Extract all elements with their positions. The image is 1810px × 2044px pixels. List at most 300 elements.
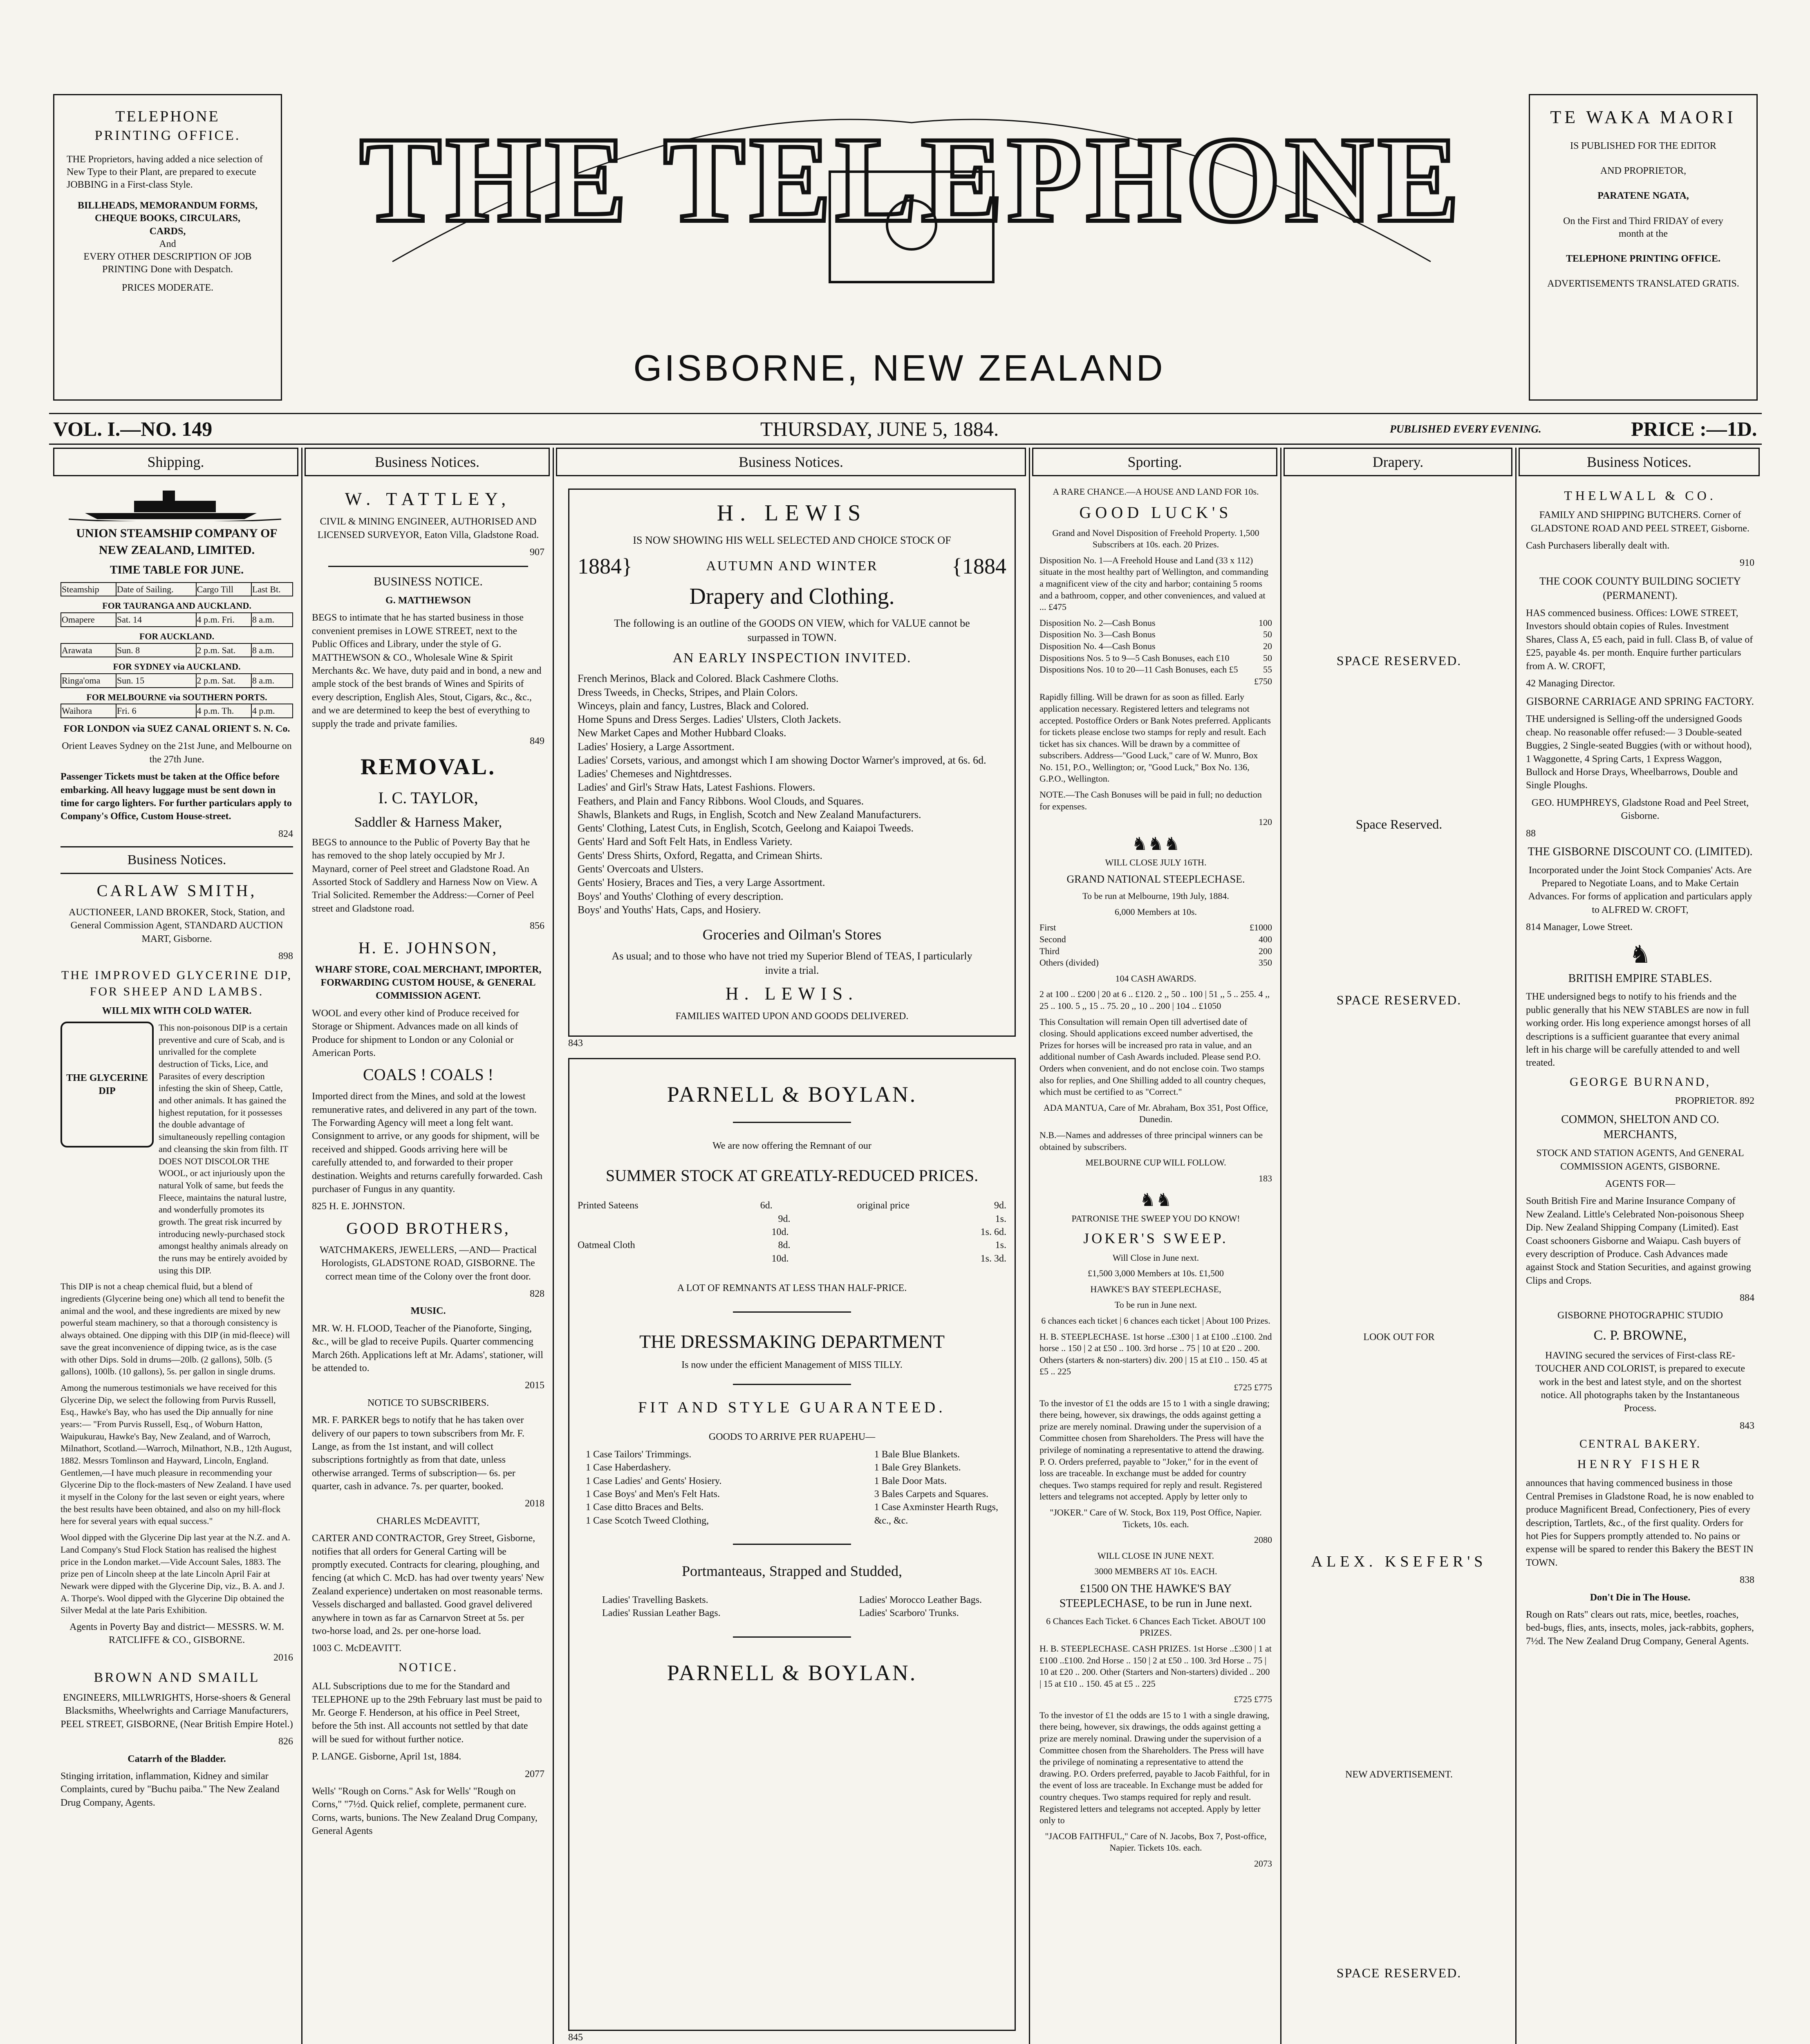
divider (733, 1636, 851, 1638)
joker-address: "JOKER." Care of W. Stock, Box 119, Post Office, Napier. Tickets, 10s. each. (1050, 1507, 1262, 1529)
flood-text: MR. W. H. FLOOD, Teacher of the Pianoforte, Singing, &c., will be glad to receive Pupils. Quarter commencing March 26th. Applications left at Mr. Adams', stationer, will be attended to. (312, 1323, 543, 1374)
goods-list (578, 672, 1006, 917)
list-item: Ladies' Travelling Baskets. (602, 1594, 708, 1605)
business-notices-right-column (1519, 480, 1762, 2044)
list-item: 1 Case Boys' and Men's Felt Hats. (586, 1488, 720, 1499)
price-cell: original price (857, 1200, 910, 1211)
johnson-sign: 825 H. E. JOHNSTON. (312, 1201, 405, 1212)
carriage-text: THE undersigned is Selling-off the undersigned Goods cheap. No reasonable offer refused:— 3 Double-seated Buggies, 2 Single-seated Buggies (with or without hood), 1 Waggonette, 4 Spring Carts, 1 Express Waggon, Bullock and Horse Drays, Wheelbarrows, Double and Single Ploughs. (1526, 714, 1752, 791)
groceries-title: Groceries and Oilman's Stores (702, 926, 882, 943)
list-item (1039, 664, 1272, 676)
price-row (578, 1239, 1006, 1252)
price-cell: 8d. (778, 1240, 791, 1251)
steamship-icon (60, 489, 293, 521)
list-item (1039, 652, 1272, 664)
coals-text: Imported direct from the Mines, and sold at the lowest remunerative rates, and delivered in any part of the town. The Forwarding Agency will meet a long felt want. Consignment to arrive, or any goods for shipment, will be received and shipped. Goods arriving here will be carefully attended to, and forwarded to their proper destination. Weights and returns carefully forwarded. Cash purchaser of Fungus in any quantity. (312, 1091, 543, 1195)
burnand-name: GEORGE BURNAND, (1570, 1075, 1711, 1089)
list-item (1039, 617, 1272, 629)
shipping-column (53, 480, 300, 2044)
taylor-name: I. C. TAYLOR, (378, 788, 478, 807)
notice-head: NOTICE. (398, 1660, 458, 1674)
glycerine-dip-tin-icon (60, 1022, 154, 1148)
ad-number: 910 (1740, 558, 1754, 569)
glycerine-dip-results: Wool dipped with the Glycerine Dip last year at the N.Z. and A. Land Company's Stud Flock Station has realised the highest price in the London market.—Vide Account Sales, 1883. The prize pen of Lincoln sheep at the late Lincoln April Fair at Newark were dipped with the Glycerine Dip, viz., B. A. and J. A. Thorpe's. Wool dipped with the Glycerine Dip obtained the Silver Medal at the late Paris Exhibition. (60, 1532, 291, 1616)
ad-number: 898 (278, 951, 293, 962)
notice-text: ALL Subscriptions due to me for the Standard and TELEPHONE up to the 29th February last must be paid to Mr. George F. Henderson, at his office in Peel Street, before the 5th inst. All accounts not settled by that date will be sued for without further notice. (312, 1681, 542, 1745)
racehorse-icon: ♞♞ (1140, 1190, 1172, 1210)
sporting-column (1032, 480, 1279, 2044)
arrive-title: GOODS TO ARRIVE PER RUAPEHU— (708, 1432, 876, 1443)
table-cell: Arawata (61, 643, 116, 657)
glycerine-dip-body: This non-poisonous DIP is a certain preventive and cure of Scab, and is unrivalled for the complete destruction of Ticks, Lice, and Parasites of every description infesting the skin of Sheep, Cattle, and other animals. It has gained the highest reputation, for it possesses the double advantage of simultaneously repelling contagion and cleansing the skin from filth. IT DOES NOT DISCOLOR THE WOOL, or act injuriously upon the natural Yolk of same, but feeds the Fleece, maintains the natural lustre, and wonderfully promotes its growth. The great risk incurred by introducing newly-purchased stock amongst healthy animals already on the runs may be entirely avoided by using this DIP. (159, 1022, 288, 1275)
box-line: TELEPHONE PRINTING OFFICE. (1566, 253, 1721, 264)
season-title: AUTUMN AND WINTER (706, 558, 878, 574)
price-row (578, 1199, 1006, 1212)
year-right: {1884 (952, 554, 1006, 578)
central-bakery-title: CENTRAL BAKERY. (1579, 1438, 1701, 1451)
disposition-one: Disposition No. 1—A Freehold House and Land (33 x 112) situate in the most healthy part of Wellington, and commanding a magnificent view of the city and harbor; containing 5 rooms and a bathroom, copper, and other conveniences, and valued at ... £475 (1039, 555, 1268, 612)
carlaw-smith-text: AUCTIONEER, LAND BROKER, Stock, Station, and General Commission Agent, STANDARD AUCTION MART, Gisborne. (69, 907, 285, 944)
discount-title: THE GISBORNE DISCOUNT CO. (LIMITED). (1528, 845, 1753, 858)
mcdeavitt-sign: 1003 C. McDEAVITT. (312, 1643, 402, 1654)
ad-number: 907 (530, 547, 544, 558)
grand-national-run: To be run at Melbourne, 19th July, 1884. (1082, 891, 1229, 901)
column-header-shipping: Shipping. (53, 448, 298, 476)
subscribers-text: MR. F. PARKER begs to notify that he has taken over delivery of our papers to town subscribers from Mr. F. Lange, as from the 1st instant, and will collect subscriptions fortnightly as from that date, unless otherwise arranged. Terms of subscription— 6s. per quarter, cash in advance. 7s. per quarter, booked. (312, 1415, 524, 1492)
thelwall-name: THELWALL & CO. (1564, 488, 1716, 503)
column-header-business-center: Business Notices. (556, 448, 1026, 476)
look-out-for: LOOK OUT FOR (1363, 1332, 1435, 1342)
table-cell: Waihora (61, 704, 116, 718)
awards-head: 104 CASH AWARDS. (1115, 973, 1196, 984)
price-cell: Oatmeal Cloth (578, 1240, 635, 1251)
summer-stock-title: SUMMER STOCK AT GREATLY-REDUCED PRICES. (605, 1166, 979, 1185)
price-cell (578, 1252, 676, 1265)
ad-number: 826 (278, 1736, 293, 1747)
portmanteaus-title: Portmanteaus, Strapped and Studded, (682, 1563, 902, 1580)
list-item (1039, 946, 1272, 957)
ad-number: 2018 (525, 1498, 544, 1509)
table-cell: Omapere (61, 613, 116, 627)
route-heading: FOR AUCKLAND. (139, 631, 215, 641)
column-header-sporting: Sporting. (1032, 448, 1277, 476)
chances: 6 chances each ticket | 6 chances each ticket | About 100 Prizes. (1041, 1316, 1270, 1326)
nb-text: N.B.—Names and addresses of three principal winners can be obtained by subscribers. (1039, 1130, 1263, 1152)
drapery-column (1284, 480, 1514, 2044)
list-item: Boys' and Youths' Clothing of every description. (578, 890, 784, 902)
place-value: 400 (1259, 934, 1272, 945)
close-june-2: WILL CLOSE IN JUNE NEXT. (1097, 1550, 1214, 1561)
place-label: Third (1039, 946, 1060, 956)
members-2: 3000 MEMBERS AT 10s. EACH. (1094, 1566, 1217, 1577)
glycerine-dip-body: This DIP is not a cheap chemical fluid, but a blend of ingredients (Glycerine being one) which all tend to benefit the animal and the wool, and these ingredients are mixed by new powerful steam machinery, so that a thorough consistency is always obtained. One dipping with this DIP (in mid-fleece) will save the great inconvenience of dipping twice, as is the case with other Dips. Sold in drums—20lb. (2 gallons), 50lb. (5 gallons), 100lb. (10 gallons), 5s. per gallon in single drums. (60, 1281, 290, 1377)
list-item: 1 Case Tailors' Trimmings. (586, 1449, 692, 1460)
list-item (1039, 641, 1272, 652)
price-row (578, 1226, 1006, 1239)
list-item: Gents' Overcoats and Ulsters. (578, 863, 703, 875)
box-line: And (159, 238, 176, 249)
box-title: TE WAKA MAORI (1550, 107, 1736, 127)
list-item: Gents' Clothing, Latest Cuts, in English, Scotch, Geelong and Kaiapoi Tweeds. (578, 822, 914, 834)
tin-label: THE GLYCERINE DIP (66, 1072, 148, 1096)
box-line: CARDS, (149, 226, 186, 237)
coals-title: COALS ! COALS ! (363, 1065, 493, 1084)
list-item: Gents' Hosiery, Braces and Ties, a very Large Assortment. (578, 876, 825, 889)
dateline-bottom-rule (49, 444, 1762, 445)
price: PRICE :—1D. (1631, 417, 1757, 440)
fisher-name: HENRY FISHER (1577, 1457, 1703, 1471)
agents-head: AGENTS FOR— (1605, 1179, 1676, 1190)
divider (733, 1122, 851, 1123)
hawkes-bay-title-2: £1500 ON THE HAWKE'S BAY STEEPLECHASE, to be run in June next. (1059, 1582, 1252, 1610)
union-company-name: UNION STEAMSHIP COMPANY OF NEW ZEALAND, LIMITED. (76, 527, 278, 557)
table-cell: 2 p.m. Sat. (196, 643, 251, 657)
steeple-table: H. B. STEEPLECHASE. 1st horse ..£300 | 1 at £100 ..£100. 2nd horse .. 150 | 2 at £50 .. 100. 3rd horse .. 75 | 10 at £20 .. 200. Others (starters & non-starters) div. 200 | 15 at £10 .. 150. 45 at £5 .. 225 (1039, 1331, 1272, 1377)
telephone-printing-office-box (53, 94, 282, 401)
table-header-cell: Date of Sailing. (116, 583, 196, 596)
dateline-top-rule (49, 413, 1762, 414)
price-row (578, 1252, 1006, 1265)
box-subtitle: PRINTING OFFICE. (94, 128, 241, 143)
matthewson-head: G. MATTHEWSON (385, 595, 471, 606)
table-cell: 4 p.m. (251, 704, 293, 718)
hawkes-bay-run: To be run in June next. (1114, 1300, 1197, 1310)
parnell-boylan-title: PARNELL & BOYLAN. (667, 1082, 917, 1107)
price-list (578, 1199, 1006, 1265)
steeple-total-2: £725 £775 (1234, 1694, 1272, 1705)
list-item: Home Spuns and Dress Serges. Ladies' Ulsters, Cloth Jackets. (578, 713, 841, 726)
box-line: IS PUBLISHED FOR THE EDITOR (1570, 141, 1716, 151)
price-cell (578, 1226, 676, 1239)
price-cell: 9d. (994, 1200, 1006, 1211)
ad-number: 884 (1740, 1293, 1754, 1304)
ad-number: 828 (530, 1289, 544, 1299)
place-value: £1000 (1250, 922, 1272, 933)
ad-number: 2073 (1254, 1858, 1272, 1869)
carlaw-smith-name: CARLAW SMITH, (96, 881, 257, 900)
good-luck-title: GOOD LUCK'S (1079, 503, 1232, 522)
discount-sign: 814 Manager, Lowe Street. (1526, 922, 1633, 933)
price-cell: 1s. 3d. (980, 1253, 1006, 1264)
photo-studio-title: GISBORNE PHOTOGRAPHIC STUDIO (1557, 1310, 1723, 1321)
list-item: Feathers, and Plain and Fancy Ribbons. Wool Clouds, and Squares. (578, 795, 864, 807)
list-item: Ladies' and Girl's Straw Hats, Latest Fashions. Flowers. (578, 781, 815, 793)
issue-date: THURSDAY, JUNE 5, 1884. (760, 417, 999, 440)
brown-smaill-text: ENGINEERS, MILLWRIGHTS, Horse-shoers & General Blacksmiths, Wheelwrights and Carriage Manufacturers, PEEL STREET, GISBORNE, (Near British Empire Hotel.) (60, 1692, 293, 1730)
lewis-sign: H. LEWIS. (725, 983, 859, 1004)
list-item: Ladies' Morocco Leather Bags. (859, 1594, 982, 1605)
table-row (61, 643, 293, 657)
steeple-table-2: H. B. STEEPLECHASE. CASH PRIZES. 1st Horse ..£300 | 1 at £100 ..£100. 2nd Horse .. 150 | 2 at £50 .. 100. 3rd Horse .. 75 | 10 at £20 .. 200. Other (Starters and Non-starters) divided .. 200 | 15 at £10 .. 150. 45 at £5 .. 225 (1039, 1643, 1272, 1689)
chances-2: 6 Chances Each Ticket. 6 Chances Each Ticket. ABOUT 100 PRIZES. (1046, 1616, 1266, 1638)
space-reserved-2: Space Reserved. (1355, 817, 1443, 831)
price-cell (578, 1213, 676, 1226)
browne-text: HAVING secured the services of First-class RE-TOUCHER AND COLORIST, is prepared to execute work in the best and latest style, and on the shortest notice. All photographs taken by the Instantaneous Process. (1535, 1350, 1745, 1414)
table-cell: Sun. 15 (116, 674, 196, 688)
dressmaking-management: Is now under the efficient Management of MISS TILLY. (681, 1359, 903, 1370)
route-heading: FOR SYDNEY via AUCKLAND. (113, 661, 241, 672)
list-item: 1 Case Haberdashery. (586, 1462, 671, 1473)
year-left: 1884} (578, 554, 632, 578)
box-line: BILLHEADS, MEMORANDUM FORMS, (77, 200, 258, 211)
patronise: PATRONISE THE SWEEP YOU DO KNOW! (1071, 1213, 1240, 1224)
good-luck-text: Grand and Novel Disposition of Freehold Property. 1,500 Subscribers at 10s. each. 20 Prizes. (1052, 527, 1259, 550)
box-line: CHEQUE BOOKS, CIRCULARS, (94, 213, 241, 224)
column-header-drapery: Drapery. (1284, 448, 1512, 476)
racehorse-icon: ♞♞♞ (1131, 834, 1180, 854)
cook-county-text: HAS commenced business. Offices: LOWE STREET, Investors should obtain copies of Rules. Investment Shares, Class A, £5 each, paid in full. Class B, of value of £25, payable 4s. per month. Enquire further particulars from A. W. CROFT, (1526, 607, 1753, 672)
glycerine-dip-subtitle: WILL MIX WITH COLD WATER. (102, 1005, 252, 1016)
list-item: 3 Bales Carpets and Squares. (874, 1488, 988, 1499)
disp-label: Disposition No. 3—Cash Bonus (1039, 629, 1156, 640)
ad-number: 845 (568, 2032, 583, 2043)
list-item (1039, 934, 1272, 946)
disp-value: 100 (1259, 617, 1272, 628)
hawkes-bay-title: HAWKE'S BAY STEEPLECHASE, (1090, 1284, 1221, 1294)
cook-county-title: THE COOK COUNTY BUILDING SOCIETY (PERMANENT). (1539, 575, 1741, 601)
column-divider (1280, 448, 1281, 2044)
table-cell: 4 p.m. Th. (196, 704, 251, 718)
table-cell: Ringa'oma (61, 674, 116, 688)
rare-chance: A RARE CHANCE.—A HOUSE AND LAND FOR 10s. (1053, 486, 1259, 497)
price-cell: 1s. (995, 1213, 1006, 1224)
ad-number: 183 (1259, 1173, 1272, 1183)
price-cell: Printed Sateens (578, 1200, 638, 1211)
glycerine-dip-testimonial: Among the numerous testimonials we have received for this Glycerine Dip, we select the following from Purvis Russell, Esq., Hawke's Bay, who has used the Dip annually for nine years:— "From Purvis Russell, Esq., of Woburn Hatton, Waipukurau, Hawke's Bay, New Zealand, and of Warroch, Milnathort, Scotland.—Warroch, Milnathort, N.B., 12th August, 1882. Messrs Tomlinson and Hayward, Lincoln, England. Gentlemen,—I have much pleasure in recommending your Glycerine Dip to the flock-masters of New Zealand. I have used it myself in the Colony for the last seven or eight years, where the best results have been obtained, and also on my hill-flock here for several years with equal success." (60, 1382, 292, 1526)
ad-number: 120 (1259, 817, 1272, 827)
table-cell: Sun. 8 (116, 643, 196, 657)
tattley-name: W. TATTLEY, (345, 489, 512, 509)
divider (733, 1311, 851, 1313)
burnand-sign: PROPRIETOR. 892 (1675, 1096, 1754, 1107)
common-shelton-text: STOCK AND STATION AGENTS, And GENERAL COMMISSION AGENTS, GISBORNE. (1536, 1148, 1744, 1172)
fisher-text: announces that having commenced business in those Central Premises in Gladstone Road, he is now enabled to produce Magnificent Bread, Confectionery, Pies of every description, Tartlets, &c., of the first quality. Orders for hot Pies for Suppers promptly attended to. No pains or expense will be spared to render this Bakery the BEST IN TOWN. (1526, 1478, 1754, 1568)
list-item: 1 Case ditto Braces and Belts. (586, 1502, 703, 1513)
ad-number: 843 (568, 1038, 583, 1049)
thelwall-cash: Cash Purchasers liberally dealt with. (1526, 540, 1670, 551)
ad-number: 2080 (1254, 1535, 1272, 1545)
box-line: ADVERTISEMENTS TRANSLATED GRATIS. (1547, 278, 1739, 289)
route-heading: FOR MELBOURNE via SOUTHERN PORTS. (86, 692, 267, 702)
glycerine-dip-title: THE IMPROVED GLYCERINE DIP, FOR SHEEP AND LAMBS. (61, 968, 292, 999)
ad-number: 824 (278, 828, 293, 839)
price-cell: 1s. (995, 1240, 1006, 1251)
jockey-horse-icon: ♞ (1629, 941, 1651, 968)
investor-text-2: To the investor of £1 the odds are 15 to 1 with a single drawing, there being, however, six drawings, the odds against getting a prize are merely nominal. Drawing under the supervision of a Committee chosen from the Shareholders. The Press will have the privilege of nominating a representative to attend the drawing. P.O. Orders preferred, payable to Jacob Faithful, for in the event of loss are traceable. In Exchange must be added for country cheques. Two stamps required for reply and result. Registered letters and telegrams not accepted. Apply by letter only to (1039, 1710, 1270, 1826)
groceries-text: As usual; and to those who have not tried my Superior Blend of TEAS, I particularly invite a trial. (612, 950, 972, 976)
matthewson-text: BEGS to intimate that he has started business in those convenient premises in LOWE STREET, next to the Public Offices and Library, under the style of G. MATTHEWSON & CO., Wholesale Wine & Spirit Merchants &c. We have, duty paid and in bond, a new and ample stock of the best brands of Wines and Spirits of every description, English Ales, Stout, Cigars, &c., &c., and we are determined to keep the best of everything to supply the trade and private families. (312, 612, 542, 729)
list-item: French Merinos, Black and Colored. Black Cashmere Cloths. (578, 672, 839, 685)
te-waka-maori-box (1529, 94, 1758, 401)
lewis-outline: The following is an outline of the GOODS ON VIEW, which for VALUE cannot be surpassed in TOWN. (614, 617, 970, 644)
masthead (311, 49, 1512, 311)
close-july: WILL CLOSE JULY 16TH. (1105, 857, 1207, 867)
list-item: Ladies' Scarboro' Trunks. (859, 1608, 959, 1619)
place-label: Second (1039, 934, 1066, 945)
parnell-boylan-title-2: PARNELL & BOYLAN. (667, 1660, 917, 1685)
list-item: Ladies' Hosiery, a Large Assortment. (578, 740, 735, 753)
list-item: Ladies' Russian Leather Bags. (602, 1608, 721, 1619)
members: 6,000 Members at 10s. (1114, 906, 1197, 917)
johnson-name: H. E. JOHNSON, (358, 938, 498, 957)
brown-smaill-name: BROWN AND SMAILL (94, 1670, 260, 1685)
dressmaking-title: THE DRESSMAKING DEPARTMENT (639, 1331, 945, 1352)
list-item (1039, 957, 1272, 969)
ad-number: 2016 (273, 1652, 293, 1663)
remnants-note: A LOT OF REMNANTS AT LESS THAN HALF-PRICE. (677, 1283, 907, 1294)
list-item: 1 Bale Grey Blankets. (874, 1462, 961, 1473)
ad-number: 2077 (525, 1768, 544, 1780)
new-advertisement: NEW ADVERTISEMENT. (1345, 1769, 1453, 1780)
catarrh-title: Catarrh of the Bladder. (128, 1753, 226, 1764)
column-header-business: Business Notices. (305, 448, 550, 476)
discount-text: Incorporated under the Joint Stock Companies' Acts. Are Prepared to Negotiate Loans, and to Make Certain Advances. For forms of application and particulars apply to ALFRED W. CROFT, (1528, 865, 1752, 915)
list-item: 1 Case Scotch Tweed Clothing, (586, 1515, 709, 1526)
price-cell: 6d. (760, 1200, 773, 1211)
table-cell: 8 a.m. (251, 643, 293, 657)
ad-number: 849 (530, 735, 544, 746)
taylor-text: BEGS to announce to the Public of Poverty Bay that he has removed to the shop lately occupied by Mr J. Maynard, corner of Peel street and Gladstone Road. An Assorted Stock of Saddlery and Harness Now on View. A Trial Solicited. Remember the Address:—Corner of Peel street and Gladstone road. (312, 837, 538, 914)
music-title: MUSIC. (410, 1306, 446, 1317)
thelwall-text: FAMILY AND SHIPPING BUTCHERS. Corner of GLADSTONE ROAD AND PEEL STREET, Gisborne. (1531, 510, 1750, 534)
box-title: TELEPHONE (115, 108, 220, 125)
lewis-intro: IS NOW SHOWING HIS WELL SELECTED AND CHOICE STOCK OF (633, 534, 951, 546)
box-line: month at the (1619, 228, 1668, 239)
carriage-title: GISBORNE CARRIAGE AND SPRING FACTORY. (1526, 695, 1754, 708)
table-cell: Sat. 14 (116, 613, 196, 627)
column-divider (1515, 448, 1517, 2044)
list-item: Boys' and Youths' Hats, Caps, and Hosiery. (578, 903, 761, 916)
place-label: First (1039, 922, 1056, 933)
close-june: Will Close in June next. (1112, 1252, 1199, 1263)
subscribers-head: NOTICE TO SUBSCRIBERS. (367, 1397, 489, 1408)
ad-number: 2015 (525, 1380, 544, 1391)
table-cell: 2 p.m. Sat. (196, 674, 251, 688)
table-row (61, 704, 293, 718)
table-cell: 4 p.m. Fri. (196, 613, 251, 627)
place-value: 200 (1259, 946, 1272, 956)
ad-number: 856 (530, 921, 544, 932)
disp-value: 50 (1263, 652, 1272, 663)
dont-die-text: Rough on Rats" clears out rats, mice, beetles, roaches, bed-bugs, flies, ants, insects, moles, jack-rabbits, gophers, 7½d. The New Zealand Drug Company, General Agents. (1526, 1609, 1754, 1647)
box-line: AND PROPRIETOR, (1600, 166, 1687, 177)
box-line: On the First and Third FRIDAY of every (1563, 215, 1723, 226)
column-divider (301, 448, 302, 2044)
box-line: PRICES MODERATE. (121, 282, 214, 294)
sailing-table (60, 582, 293, 718)
list-item: &c., &c. (874, 1515, 908, 1526)
space-reserved-1: SPACE RESERVED. (1336, 653, 1462, 668)
british-empire-text: THE undersigned begs to notify to his friends and the public generally that his NEW STABLES are now in full working order. His long experience amongst horses of all descriptions is a sufficient guarantee that every animal left in his charge will be carefully attended to and well treated. (1526, 991, 1751, 1069)
taylor-sub: Saddler & Harness Maker, (354, 814, 502, 830)
jokers-sweep: JOKER'S SWEEP. (1083, 1230, 1228, 1246)
business-notice-title: BUSINESS NOTICE. (374, 574, 483, 588)
price-row (578, 1213, 1006, 1226)
price-cell: 10d. (771, 1253, 789, 1264)
divider (328, 566, 528, 567)
joker-members: £1,500 3,000 Members at 10s. £1,500 (1087, 1268, 1224, 1279)
johnson-text: WOOL and every other kind of Produce received for Storage or Shipment. Advances made on all kinds of Produce for shipment to London or any Colonial or American Ports. (312, 1008, 519, 1058)
published-note: PUBLISHED EVERY EVENING. (1390, 423, 1541, 435)
place-value: 350 (1259, 957, 1272, 968)
orient-sailing: Orient Leaves Sydney on the 21st June, and Melbourne on the 27th June. (62, 741, 292, 765)
volume-number: VOL. I.—NO. 149 (53, 417, 213, 440)
business-notices-subhead: Business Notices. (60, 846, 293, 874)
mcdeavitt-head: CHARLES McDEAVITT, (376, 1515, 480, 1526)
divider (733, 1544, 851, 1545)
passenger-notes: Passenger Tickets must be taken at the Office before embarking. All heavy luggage must be sent down in time for cargo lighters. For further particulars apply to Company's Office, Custom House-street. (60, 771, 292, 822)
disp-label: Dispositions Nos. 5 to 9—5 Cash Bonuses, each £10 (1039, 652, 1230, 663)
early-inspection: AN EARLY INSPECTION INVITED. (672, 650, 912, 666)
box-line: EVERY OTHER DESCRIPTION OF JOB PRINTING Done with Despatch. (83, 251, 252, 275)
tattley-text: CIVIL & MINING ENGINEER, AUTHORISED AND LICENSED SURVEYOR, Eaton Villa, Gladstone Road. (317, 516, 539, 540)
list-item: Shawls, Blankets and Rugs, in English, Scotch and New Zealand Manufacturers. (578, 808, 921, 820)
cook-county-sign: 42 Managing Director. (1526, 678, 1615, 689)
lewis-parnell-column (556, 480, 1028, 2044)
column-divider (1029, 448, 1030, 2044)
space-reserved-3: SPACE RESERVED. (1336, 993, 1462, 1007)
table-cell: 8 a.m. (251, 613, 293, 627)
list-item: 1 Bale Door Mats. (874, 1475, 947, 1486)
box-line: PARATENE NGATA, (1597, 191, 1689, 202)
ad-number: 843 (1740, 1420, 1754, 1431)
jacob-address: "JACOB FAITHFUL," Care of N. Jacobs, Box 7, Post-office, Napier. Tickets 10s. each. (1045, 1831, 1267, 1853)
dont-die-title: Don't Die in The House. (1590, 1592, 1691, 1603)
price-cell: 9d. (778, 1213, 791, 1224)
masthead-subtitle: GISBORNE, NEW ZEALAND (633, 348, 1165, 389)
route-heading: FOR TAURANGA AND AUCKLAND. (102, 601, 251, 611)
rapidly-text: Rapidly filling. Will be drawn for as soon as filled. Early application necessary. Registered letters and telegrams not accepted. Postoffice Orders or Bank Notes preferred. Applicants for tickets please enclose two stamps for reply and result. Each ticket has six chances. Will be drawn by a committee of subscribers. Address—"Good Luck," care of W. Munro, Box No. 151, P.O., Wellington; or, "Good Luck," Box No. 136, G.P.O., Wellington. (1039, 692, 1271, 784)
disp-label: Disposition No. 2—Cash Bonus (1039, 617, 1156, 628)
column-header-business-right: Business Notices. (1519, 448, 1760, 476)
list-item: Ladies' Chemeses and Nightdresses. (578, 768, 732, 780)
column-divider (553, 448, 554, 2044)
disp-value: 20 (1263, 641, 1272, 651)
good-brothers-text: WATCHMAKERS, JEWELLERS, —AND— Practical Horologists, GLADSTONE ROAD, GISBORNE. The correct mean time of the Colony over the front door. (319, 1244, 537, 1282)
table-header-cell: Cargo Till (196, 583, 251, 596)
melbourne-cup: MELBOURNE CUP WILL FOLLOW. (1085, 1157, 1226, 1168)
table-header-cell: Steamship (61, 583, 116, 596)
browne-name: C. P. BROWNE, (1593, 1327, 1687, 1343)
table-cell: 8 a.m. (251, 674, 293, 688)
list-item: 1 Case Ladies' and Gents' Hosiery. (586, 1475, 722, 1486)
ada-mantua: ADA MANTUA, Care of Mr. Abraham, Box 351, Post Office, Dunedin. (1043, 1102, 1268, 1125)
price-cell: 10d. (771, 1227, 789, 1238)
table-row (61, 613, 293, 627)
list-item: Dress Tweeds, in Checks, Stripes, and Plain Colors. (578, 686, 798, 698)
ad-number: 838 (1740, 1575, 1754, 1586)
list-item: Gents' Hard and Soft Felt Hats, in Endless Variety. (578, 836, 793, 848)
list-item: New Market Capes and Mother Hubbard Cloaks. (578, 727, 786, 739)
list-item: Winceys, plain and fancy, Lustres, Black and Colored. (578, 699, 809, 712)
steeple-total: £725 £775 (1234, 1382, 1272, 1393)
london-route: FOR LONDON via SUEZ CANAL ORIENT S. N. Co. (63, 723, 290, 734)
good-brothers-name: GOOD BROTHERS, (346, 1219, 510, 1237)
list-item (1039, 922, 1272, 934)
carriage-sign: GEO. HUMPHREYS, Gladstone Road and Peel Street, Gisborne. (1531, 797, 1749, 822)
removal-title: REMOVAL. (360, 754, 496, 780)
list-item: Gents' Dress Shirts, Oxford, Regatta, and Crimean Shirts. (578, 849, 822, 861)
glycerine-agents: Agents in Poverty Bay and district— MESSRS. W. M. RATCLIFFE & CO., GISBORNE. (69, 1621, 284, 1646)
place-label: Others (divided) (1039, 957, 1099, 968)
consultation-text: This Consultation will remain Open till advertised date of closing. Should applications exceed number advertised, the Prizes for horses will be increased pro rata in value, and an additional number of Cash Awards included. Please send P.O. Orders when convenient, and do not enclose coin. Two stamps also for replies, and One Shilling added to all country cheques, which must be certified to as "Correct." (1039, 1016, 1266, 1097)
table-header-row (61, 583, 293, 596)
lewis-name: H. LEWIS (717, 500, 867, 526)
notice-sign: P. LANGE. Gisborne, April 1st, 1884. (312, 1751, 461, 1762)
timetable-title: TIME TABLE FOR JUNE. (110, 564, 244, 576)
alex-ksefer: ALEX. KSEFER'S (1311, 1553, 1487, 1570)
remnant-intro: We are now offering the Remnant of our (712, 1140, 871, 1151)
